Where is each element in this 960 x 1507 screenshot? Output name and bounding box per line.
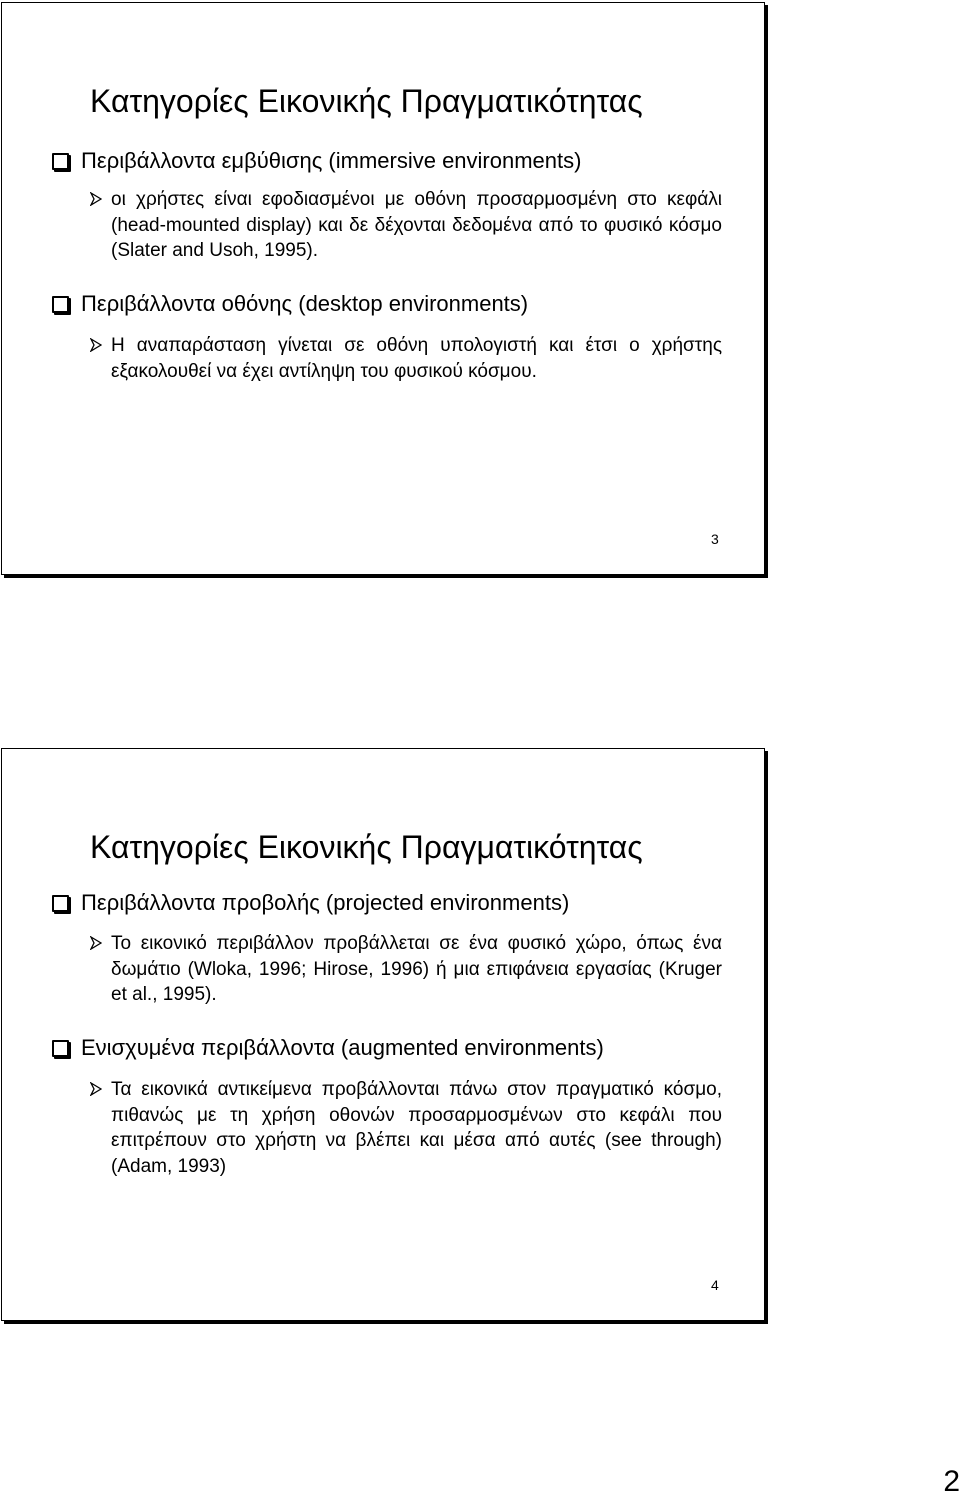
bullet-text: Το εικονικό περιβάλλον προβάλλεται σε ένα φυσικό χώρο, όπως ένα δωμάτιο (Wloka, 1996; Hirose, 1996) ή μια επιφάνεια εργασίας (Kruger et al., 1995). <box>111 933 722 1005</box>
slide-4 <box>1 748 765 1321</box>
bullet-text: Η αναπαράσταση γίνεται σε οθόνη υπολογιστή και έτσι ο χρήστης εξακολουθεί να έχει αντίληψη του φυσικού κόσμου. <box>111 335 722 382</box>
slide-page-number: 3 <box>711 531 719 547</box>
section-heading-augmented <box>50 1035 604 1061</box>
document-page-number: 2 <box>943 1465 960 1498</box>
section-heading-label: Περιβάλλοντα οθόνης (desktop environments) <box>81 291 529 316</box>
checkbox-bullet-icon <box>52 296 69 313</box>
section-heading-label: Περιβάλλοντα εμβύθισης (immersive environments) <box>81 148 582 173</box>
bullet-item-augmented <box>90 1077 722 1179</box>
slide-title: Κατηγορίες Εικονικής Πραγματικότητας <box>90 83 643 119</box>
bullet-text: Τα εικονικά αντικείμενα προβάλλονται πάνω στον πραγματικό κόσμο, πιθανώς με τη χρήση οθονών προσαρμοσμένων στο κεφάλι που επιτρέπουν στο χρήστη να βλέπει και μέσα από αυτές (see through) (Adam, 1993) <box>111 1079 722 1177</box>
slide-3 <box>1 2 765 575</box>
checkbox-bullet-icon <box>52 895 69 912</box>
arrow-bullet-icon <box>90 338 102 352</box>
section-heading-immersive <box>50 148 581 174</box>
slide-page-number: 4 <box>711 1277 719 1293</box>
arrow-bullet-icon <box>90 192 102 206</box>
bullet-item-desktop <box>90 333 722 384</box>
bullet-item-immersive <box>90 187 722 264</box>
bullet-item-projected <box>90 931 722 1008</box>
checkbox-bullet-icon <box>52 1040 69 1057</box>
arrow-bullet-icon <box>90 936 102 950</box>
section-heading-projected <box>50 890 569 916</box>
section-heading-label: Περιβάλλοντα προβολής (projected environments) <box>81 890 570 915</box>
arrow-bullet-icon <box>90 1082 102 1096</box>
slide-title: Κατηγορίες Εικονικής Πραγματικότητας <box>90 829 643 865</box>
section-heading-desktop <box>50 291 528 317</box>
section-heading-label: Ενισχυμένα περιβάλλοντα (augmented environments) <box>81 1035 604 1060</box>
bullet-text: οι χρήστες είναι εφοδιασμένοι με οθόνη προσαρμοσμένη στο κεφάλι (head-mounted display) και δε δέχονται δεδομένα από το φυσικό κόσμο (Slater and Usoh, 1995). <box>111 189 722 261</box>
checkbox-bullet-icon <box>52 153 69 170</box>
